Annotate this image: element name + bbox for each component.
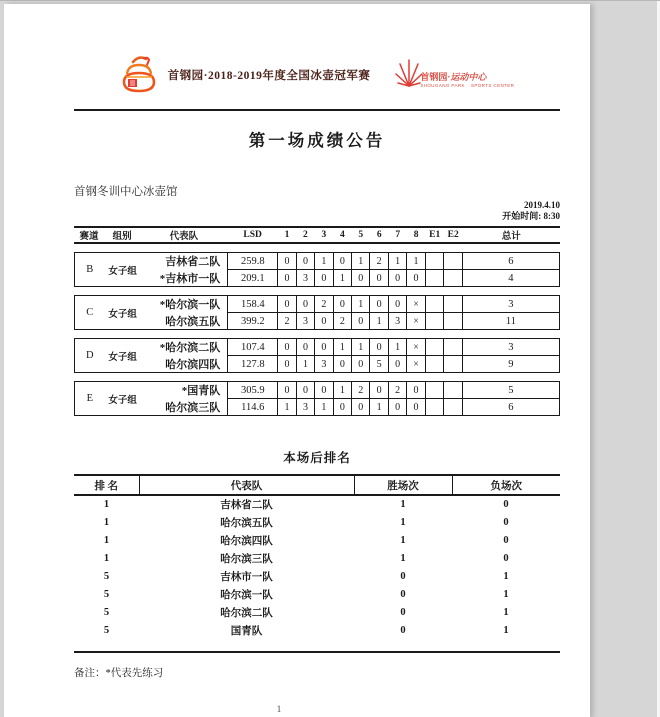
team-name: *哈尔滨二队 [159, 342, 221, 355]
end-score: 0 [370, 270, 388, 287]
rank-team: 哈尔滨一队 [220, 589, 273, 601]
end-score: 1 [315, 399, 333, 416]
rank-value: 1 [103, 534, 110, 546]
col-end-5: 5 [358, 230, 364, 240]
end-score: × [407, 296, 425, 313]
end-score: 1 [388, 253, 406, 270]
rank-value: 5 [103, 606, 110, 618]
end-score: 0 [370, 339, 388, 356]
session-start-time: 开始时间: 8:30 [502, 210, 560, 221]
session-meta [74, 200, 560, 221]
rank-wins: 1 [400, 516, 406, 528]
end-score: 0 [315, 270, 333, 287]
rank-col-wins: 胜场次 [354, 475, 452, 495]
end-score: 3 [296, 399, 314, 416]
end-score: 0 [315, 382, 333, 399]
match-block-b [74, 252, 560, 287]
col-end-1: 1 [284, 230, 290, 240]
end-score: 1 [333, 339, 351, 356]
curling-stone-logo-icon [120, 52, 158, 98]
rank-team: 吉林省二队 [220, 500, 273, 511]
rank-team: 哈尔滨二队 [220, 607, 273, 619]
rank-wins: 1 [400, 552, 406, 564]
end-score: 0 [352, 270, 370, 287]
end-score: 0 [296, 339, 314, 356]
sports-center-subtext [420, 83, 514, 88]
end-score: 0 [388, 399, 406, 416]
total-score: 6 [462, 399, 559, 416]
extra-end-1 [425, 356, 444, 373]
rank-team: 哈尔滨三队 [220, 553, 273, 565]
rank-wins: 1 [400, 499, 406, 510]
end-score: 2 [352, 382, 370, 399]
rank-value: 5 [103, 588, 110, 600]
ranking-row [74, 531, 560, 549]
end-score: 0 [333, 253, 351, 270]
end-score: 1 [407, 253, 425, 270]
rank-losses: 0 [503, 516, 509, 528]
ranking-row [74, 567, 560, 585]
rank-value: 1 [103, 499, 110, 510]
rank-value: 5 [103, 570, 110, 582]
ranking-row [74, 513, 560, 531]
team-name: *吉林市一队 [159, 272, 221, 285]
sports-center-name-suffix: 运动中心 [450, 72, 487, 82]
rank-losses: 0 [503, 499, 509, 510]
end-score: 0 [388, 296, 406, 313]
end-score: 2 [315, 296, 333, 313]
rank-wins: 1 [400, 534, 406, 546]
ranking-row [74, 621, 560, 639]
col-team: 代表队 [169, 232, 199, 242]
extra-end-1 [425, 296, 444, 313]
end-score: 0 [278, 356, 296, 373]
end-score: 0 [352, 399, 370, 416]
end-score: 0 [278, 382, 296, 399]
lsd-value: 305.9 [228, 382, 278, 399]
total-score: 9 [462, 356, 559, 373]
end-score: 0 [296, 296, 314, 313]
match-block-e [74, 381, 560, 416]
lane-cell: C [86, 307, 94, 318]
end-score: 3 [296, 313, 314, 330]
end-score: 0 [333, 356, 351, 373]
end-score: 1 [352, 339, 370, 356]
team-name: 哈尔滨四队 [165, 358, 221, 371]
end-score: 1 [296, 356, 314, 373]
end-score: 0 [370, 296, 388, 313]
end-score: 0 [296, 253, 314, 270]
end-score: 0 [315, 313, 333, 330]
col-total: 总计 [501, 232, 521, 242]
col-group: 组别 [112, 232, 132, 242]
extra-end-2 [444, 339, 463, 356]
end-score: 1 [370, 313, 388, 330]
end-score: 2 [370, 253, 388, 270]
sports-center-sub-1: SHOUGANG PARK [420, 83, 465, 88]
col-end-6: 6 [376, 230, 382, 240]
sports-center-sub-2: SPORTS CENTER [470, 83, 515, 88]
rank-value: 1 [103, 552, 110, 564]
team-name: 哈尔滨三队 [165, 401, 221, 414]
total-score: 3 [462, 339, 559, 356]
end-score: 0 [388, 270, 406, 287]
col-end-2: 2 [303, 230, 308, 240]
footer-divider [74, 651, 560, 653]
total-score: 3 [462, 296, 559, 313]
ranking-row [74, 549, 560, 567]
end-score: 0 [333, 296, 351, 313]
end-score: × [407, 313, 425, 330]
sports-center-wordmark [420, 70, 514, 88]
col-end-3: 3 [321, 230, 327, 240]
total-score: 11 [462, 313, 559, 330]
end-score: 1 [333, 270, 351, 287]
extra-end-2 [444, 356, 463, 373]
col-lsd: LSD [243, 230, 262, 240]
end-score: 3 [296, 270, 314, 287]
col-e1: E1 [429, 230, 441, 240]
end-score: 0 [333, 399, 351, 416]
end-score: 1 [352, 253, 370, 270]
rank-col-team: 代表队 [139, 475, 354, 495]
end-score: 0 [352, 313, 370, 330]
team-name: *国青队 [181, 385, 221, 398]
total-score: 4 [462, 270, 559, 287]
end-score: 0 [407, 382, 425, 399]
match-block-d [74, 338, 560, 373]
rank-team: 国青队 [230, 625, 263, 637]
rank-losses: 0 [503, 552, 509, 564]
rank-losses: 1 [503, 588, 509, 600]
document-page [4, 4, 590, 717]
end-score: 2 [333, 313, 351, 330]
col-e2: E2 [447, 230, 459, 240]
end-score: 0 [407, 270, 425, 287]
ranking-row [74, 603, 560, 621]
rank-wins: 0 [400, 570, 406, 582]
team-name: 哈尔滨五队 [165, 315, 221, 328]
extra-end-2 [444, 296, 463, 313]
end-score: 0 [278, 339, 296, 356]
end-score: 0 [278, 253, 296, 270]
ranking-row [74, 585, 560, 603]
rank-team: 吉林市一队 [220, 571, 273, 583]
extra-end-1 [425, 399, 444, 416]
extra-end-1 [425, 313, 444, 330]
end-score: 1 [278, 399, 296, 416]
lsd-value: 399.2 [228, 313, 278, 330]
event-title: 首钢园·2018-2019年度全国冰壶冠军赛 [167, 70, 371, 82]
rank-wins: 0 [400, 624, 406, 636]
lane-cell: D [85, 350, 94, 361]
results-header-row [74, 226, 560, 244]
team-name: 吉林省二队 [165, 256, 221, 269]
footnote: 备注：*代表先练习 [74, 668, 164, 679]
end-score: 0 [278, 296, 296, 313]
total-score: 6 [462, 253, 559, 270]
end-score: × [407, 356, 425, 373]
lsd-value: 127.8 [228, 356, 278, 373]
end-score: 2 [388, 382, 406, 399]
extra-end-2 [444, 270, 463, 287]
rank-losses: 1 [503, 624, 509, 636]
group-cell: 女子组 [108, 352, 137, 363]
brand-header [74, 49, 560, 101]
end-score: 1 [388, 339, 406, 356]
end-score: 3 [388, 313, 406, 330]
rank-losses: 0 [503, 534, 509, 546]
rank-value: 5 [103, 624, 110, 636]
group-cell: 女子组 [108, 266, 137, 277]
rank-value: 1 [103, 516, 110, 528]
extra-end-1 [425, 339, 444, 356]
page-title: 第一场成绩公告 [248, 131, 386, 150]
extra-end-1 [425, 382, 444, 399]
sports-center-name [420, 70, 514, 83]
ranking-row [74, 495, 560, 513]
rank-losses: 1 [503, 570, 509, 582]
extra-end-2 [444, 313, 463, 330]
total-score: 5 [462, 382, 559, 399]
group-cell: 女子组 [108, 309, 137, 320]
session-date: 2019.4.10 [524, 200, 560, 210]
extra-end-2 [444, 399, 463, 416]
end-score: × [407, 339, 425, 356]
lsd-value: 158.4 [228, 296, 278, 313]
end-score: 0 [278, 270, 296, 287]
rank-col-rank: 排 名 [74, 475, 139, 495]
sports-center-name-prefix: 首钢园· [420, 72, 451, 82]
end-score: 5 [370, 356, 388, 373]
end-score: 1 [333, 382, 351, 399]
rank-losses: 1 [503, 606, 509, 618]
col-lane: 赛道 [79, 232, 99, 242]
lsd-value: 114.6 [228, 399, 278, 416]
col-end-7: 7 [395, 230, 401, 240]
end-score: 0 [352, 356, 370, 373]
header-divider [74, 109, 560, 111]
lsd-value: 209.1 [228, 270, 278, 287]
rank-team: 哈尔滨五队 [220, 517, 273, 529]
ranking-table [74, 474, 560, 639]
venue-label: 首钢冬训中心冰壶馆 [74, 186, 178, 198]
team-name: *哈尔滨一队 [159, 299, 221, 312]
end-score: 2 [278, 313, 296, 330]
extra-end-1 [425, 270, 444, 287]
end-score: 1 [315, 253, 333, 270]
end-score: 0 [296, 382, 314, 399]
end-score: 0 [315, 339, 333, 356]
lane-cell: B [86, 264, 94, 275]
brand-right [394, 56, 514, 94]
rank-team: 哈尔滨四队 [220, 535, 273, 547]
group-cell: 女子组 [108, 395, 137, 406]
end-score: 1 [352, 296, 370, 313]
page-content [4, 49, 590, 680]
end-score: 0 [370, 382, 388, 399]
end-score: 3 [315, 356, 333, 373]
extra-end-1 [425, 253, 444, 270]
extra-end-2 [444, 253, 463, 270]
extra-end-2 [444, 382, 463, 399]
end-score: 1 [370, 399, 388, 416]
col-end-8: 8 [413, 230, 419, 240]
lsd-value: 107.4 [228, 339, 278, 356]
page-number: 1 [276, 704, 282, 714]
lane-cell: E [86, 393, 93, 404]
end-score: 0 [388, 356, 406, 373]
match-block-c [74, 295, 560, 330]
rank-wins: 0 [400, 606, 406, 618]
col-end-4: 4 [339, 230, 345, 240]
rank-wins: 0 [400, 588, 406, 600]
end-score: 0 [407, 399, 425, 416]
rank-col-losses: 负场次 [452, 475, 560, 495]
lsd-value: 259.8 [228, 253, 278, 270]
ranking-title: 本场后排名 [283, 451, 351, 465]
